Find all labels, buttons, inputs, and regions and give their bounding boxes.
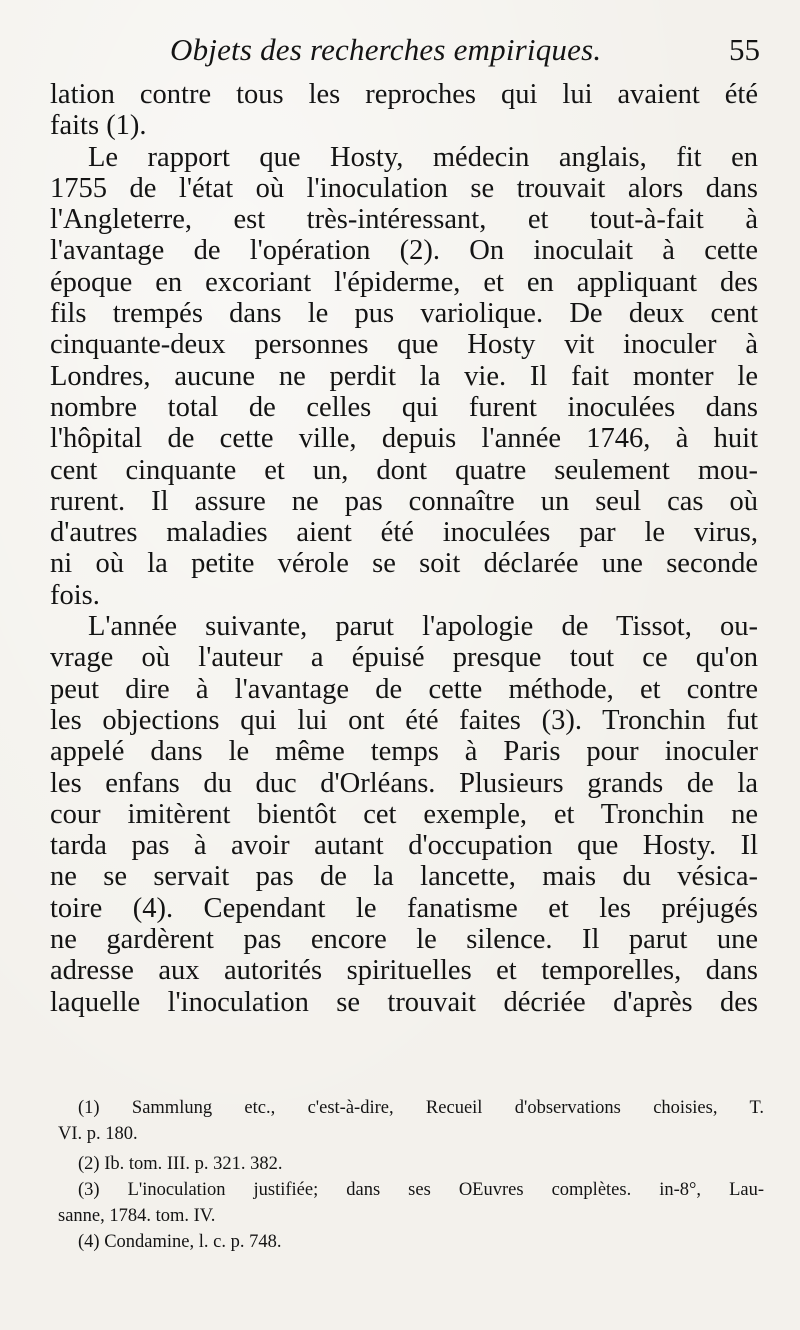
footnote-line: (2) Ib. tom. III. p. 321. 382. xyxy=(78,1154,283,1174)
text-line: nombre total de celles qui furent inoculées dans xyxy=(50,391,758,423)
text-line: l'hôpital de cette ville, depuis l'année 1746, à huit xyxy=(50,423,758,455)
text-line: Le rapport que Hosty, médecin anglais, fit en xyxy=(88,141,758,173)
text-line: 1755 de l'état où l'inoculation se trouvait alors dans xyxy=(50,172,758,204)
text-line: d'autres maladies aient été inoculées par le virus, xyxy=(50,517,758,549)
text-line: les objections qui lui ont été faites (3). Tronchin fut xyxy=(50,704,758,736)
text-line: cour imitèrent bientôt cet exemple, et Tronchin ne xyxy=(50,798,758,830)
text-line: tarda pas à avoir autant d'occupation que Hosty. Il xyxy=(50,830,758,862)
page-number: 55 xyxy=(729,32,760,67)
text-line: l'Angleterre, est très-intéressant, et tout-à-fait à xyxy=(50,204,758,236)
text-line: peut dire à l'avantage de cette méthode, et contre xyxy=(50,673,758,705)
text-line: l'avantage de l'opération (2). On inoculait à cette xyxy=(50,235,758,267)
text-line: cent cinquante et un, dont quatre seulement mou- xyxy=(50,454,758,486)
footnote-line: sanne, 1784. tom. IV. xyxy=(58,1206,216,1226)
text-line: appelé dans le même temps à Paris pour inoculer xyxy=(50,736,758,768)
text-line: faits (1). xyxy=(50,110,147,142)
footnote-line: VI. p. 180. xyxy=(58,1124,138,1144)
text-line: adresse aux autorités spirituelles et temporelles, dans xyxy=(50,955,758,987)
text-line: laquelle l'inoculation se trouvait décriée d'après des xyxy=(50,986,758,1018)
text-line: ni où la petite vérole se soit déclarée une seconde xyxy=(50,548,758,580)
footnote-line: (3) L'inoculation justifiée; dans ses OEuvres complètes. in-8°, Lau- xyxy=(78,1180,764,1200)
text-line: fois. xyxy=(50,579,100,611)
text-line: époque en excoriant l'épiderme, et en appliquant des xyxy=(50,266,758,298)
text-line: vrage où l'auteur a épuisé presque tout ce qu'on xyxy=(50,642,758,674)
footnotes xyxy=(58,1095,764,1255)
body-text xyxy=(50,79,758,1018)
text-line: rurent. Il assure ne pas connaître un seul cas où xyxy=(50,485,758,517)
text-line: fils trempés dans le pus variolique. De deux cent xyxy=(50,298,758,330)
text-line: toire (4). Cependant le fanatisme et les préjugés xyxy=(50,892,758,924)
footnote-line: (1) Sammlung etc., c'est-à-dire, Recueil d'observations choisies, T. xyxy=(78,1098,764,1118)
text-line: cinquante-deux personnes que Hosty vit inoculer à xyxy=(50,329,758,361)
text-line: ne se servait pas de la lancette, mais du vésica- xyxy=(50,861,758,893)
text-line: Londres, aucune ne perdit la vie. Il fait monter le xyxy=(50,360,758,392)
running-title: Objets des recherches empiriques. xyxy=(170,32,602,67)
text-line: les enfans du duc d'Orléans. Plusieurs grands de la xyxy=(50,767,758,799)
running-head xyxy=(150,32,760,76)
text-line: ne gardèrent pas encore le silence. Il parut une xyxy=(50,924,758,956)
footnote-line: (4) Condamine, l. c. p. 748. xyxy=(78,1232,282,1252)
text-line: L'année suivante, parut l'apologie de Tissot, ou- xyxy=(88,611,758,643)
text-line: lation contre tous les reproches qui lui avaient été xyxy=(50,79,758,110)
